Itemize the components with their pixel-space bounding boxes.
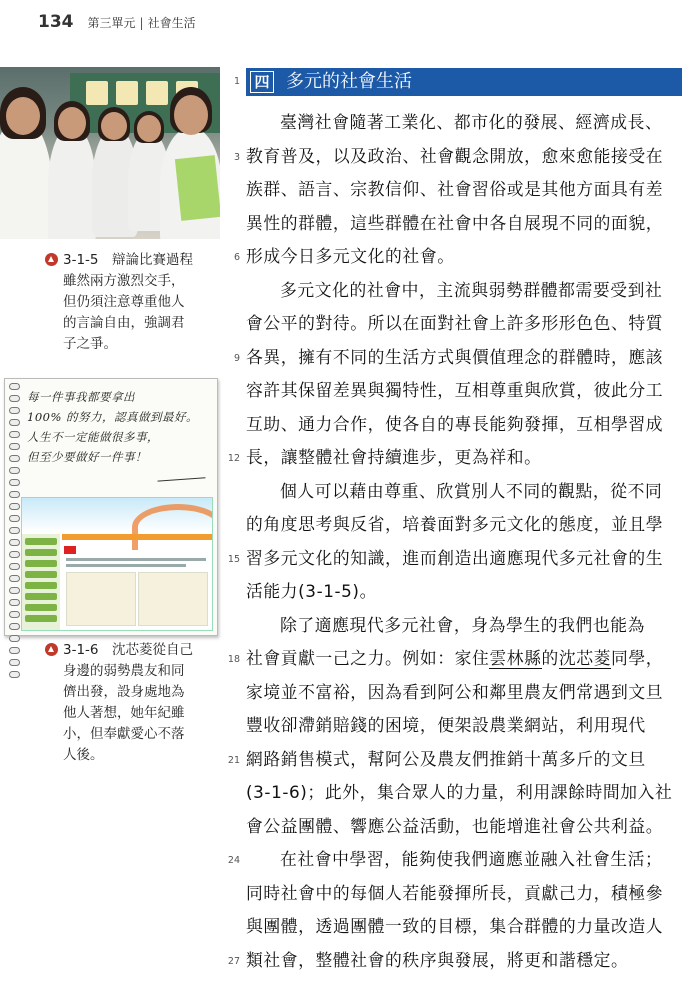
- caption-line: 但仍須注意尊重他人: [63, 294, 185, 310]
- body-line: 教育普及，以及政治、社會觀念開放，愈來愈能接受在: [246, 145, 664, 166]
- caption-marker-icon: [45, 253, 58, 266]
- website-screenshot: [21, 497, 213, 631]
- page-number: 134: [38, 12, 74, 32]
- body-line: 臺灣社會隨著工業化、都市化的發展、經濟成長、: [280, 112, 663, 132]
- body-line: 同時社會中的每個人若能發揮所長，貢獻己力，積極參: [246, 882, 664, 903]
- handwriting-line: 但至少要做好一件事！: [27, 450, 147, 464]
- proper-noun: 雲林縣: [489, 648, 542, 668]
- body-line: 多元文化的社會中，主流與弱勢群體都需要受到社: [280, 279, 663, 300]
- caption-line: 身邊的弱勢農友和同: [63, 663, 185, 679]
- caption-line: 3-1-5 辯論比賽過程: [63, 252, 194, 268]
- body-line: 除了適應現代多元社會，身為學生的我們也能為: [280, 614, 646, 635]
- body-line: 網路銷售模式，幫阿公及農友們推銷十萬多斤的文旦: [246, 748, 646, 769]
- line-number: 18: [227, 654, 240, 665]
- line-number: 21: [227, 754, 240, 766]
- line-number: 12: [227, 453, 240, 464]
- spiral-binding: [9, 383, 19, 631]
- body-line: 長，讓整體社會持續進步，更為祥和。: [246, 447, 542, 467]
- body-line: 異性的群體，這些群體在社會中各自展現不同的面貌，: [246, 212, 664, 233]
- body-line: 家境並不富裕，因為看到阿公和鄰里農友們常遇到文旦: [246, 681, 664, 702]
- header-divider: |: [139, 16, 144, 30]
- proper-noun: 沈芯菱: [558, 648, 612, 668]
- body-line: 會公平的對待。所以在面對社會上許多形形色色、特質: [246, 313, 664, 333]
- section-number: 四: [250, 71, 274, 93]
- line-number: 9: [233, 352, 240, 364]
- handwriting-line: 100% 的努力，認真做到最好。: [27, 410, 199, 424]
- line-number: 15: [227, 553, 240, 565]
- handwriting-line: 每一件事我都要拿出: [27, 390, 135, 404]
- handwriting-line: 人生不一定能做很多事，: [27, 430, 159, 444]
- caption-marker-icon: [45, 643, 58, 656]
- body-line: 社會貢獻一己之力。例如：家住雲林縣的沈芯菱同學，: [246, 648, 664, 668]
- caption-line: 人後。: [63, 747, 104, 763]
- unit-title: 社會生活: [147, 16, 196, 30]
- body-line: 各異，擁有不同的生活方式與價值理念的群體時，應該: [246, 346, 664, 367]
- body-line: 豐收卻滯銷賠錢的困境，便架設農業網站，利用現代: [246, 715, 646, 735]
- caption-line: 子之爭。: [63, 336, 117, 352]
- body-line: 類社會，整體社會的秩序與發展，將更和諧穩定。: [246, 949, 629, 970]
- body-line: 會公益團體、響應公益活動，也能增進社會公共利益。: [246, 815, 664, 836]
- body-line: (3-1-6)；此外，集合眾人的力量，利用課餘時間加入社: [246, 782, 673, 802]
- notebook-figure: [4, 378, 218, 636]
- caption-line: 3-1-6 沈芯菱從自己: [63, 642, 194, 658]
- body-line: 在社會中學習，能夠使我們適應並融入社會生活；: [280, 849, 663, 869]
- caption-line: 小，但奉獻愛心不落: [63, 726, 185, 742]
- body-text: [246, 106, 686, 977]
- body-line: 互助、通力合作，使各自的專長能夠發揮，互相學習成: [246, 413, 664, 434]
- caption-3-1-5: [46, 250, 226, 355]
- section-title: 多元的社會生活: [286, 71, 412, 92]
- body-line: 個人可以藉由尊重、欣賞別人不同的觀點，從不同: [280, 480, 663, 501]
- debate-photo: [0, 67, 220, 239]
- body-line: 活能力(3-1-5)。: [246, 581, 377, 601]
- caption-line: 他人著想，她年紀雖: [63, 705, 185, 721]
- signature: [157, 463, 206, 481]
- line-number: 1: [233, 76, 240, 87]
- body-line: 習多元文化的知識，進而創造出適應現代多元社會的生: [246, 547, 664, 568]
- unit-label: 第三單元: [87, 16, 136, 30]
- caption-line: 儕出發，設身處地為: [63, 684, 185, 700]
- line-number: 24: [227, 855, 240, 866]
- body-line: 族群、語言、宗教信仰、社會習俗或是其他方面具有差: [246, 179, 664, 199]
- caption-3-1-6: [46, 640, 226, 766]
- body-line: 與團體，透過團體一致的目標，集合群體的力量改造人: [246, 916, 664, 936]
- page-header: [38, 12, 196, 34]
- caption-line: 雖然兩方激烈交手，: [63, 273, 185, 289]
- section-heading: [246, 68, 682, 96]
- line-number: 27: [227, 955, 240, 967]
- line-number: 6: [233, 252, 240, 263]
- caption-line: 的言論自由，強調君: [63, 315, 185, 331]
- line-number: 3: [233, 151, 240, 163]
- body-line: 形成今日多元文化的社會。: [246, 246, 455, 266]
- body-line: 容許其保留差異與獨特性，互相尊重與欣賞，彼此分工: [246, 380, 664, 400]
- body-line: 的角度思考與反省，培養面對多元文化的態度，並且學: [246, 514, 664, 534]
